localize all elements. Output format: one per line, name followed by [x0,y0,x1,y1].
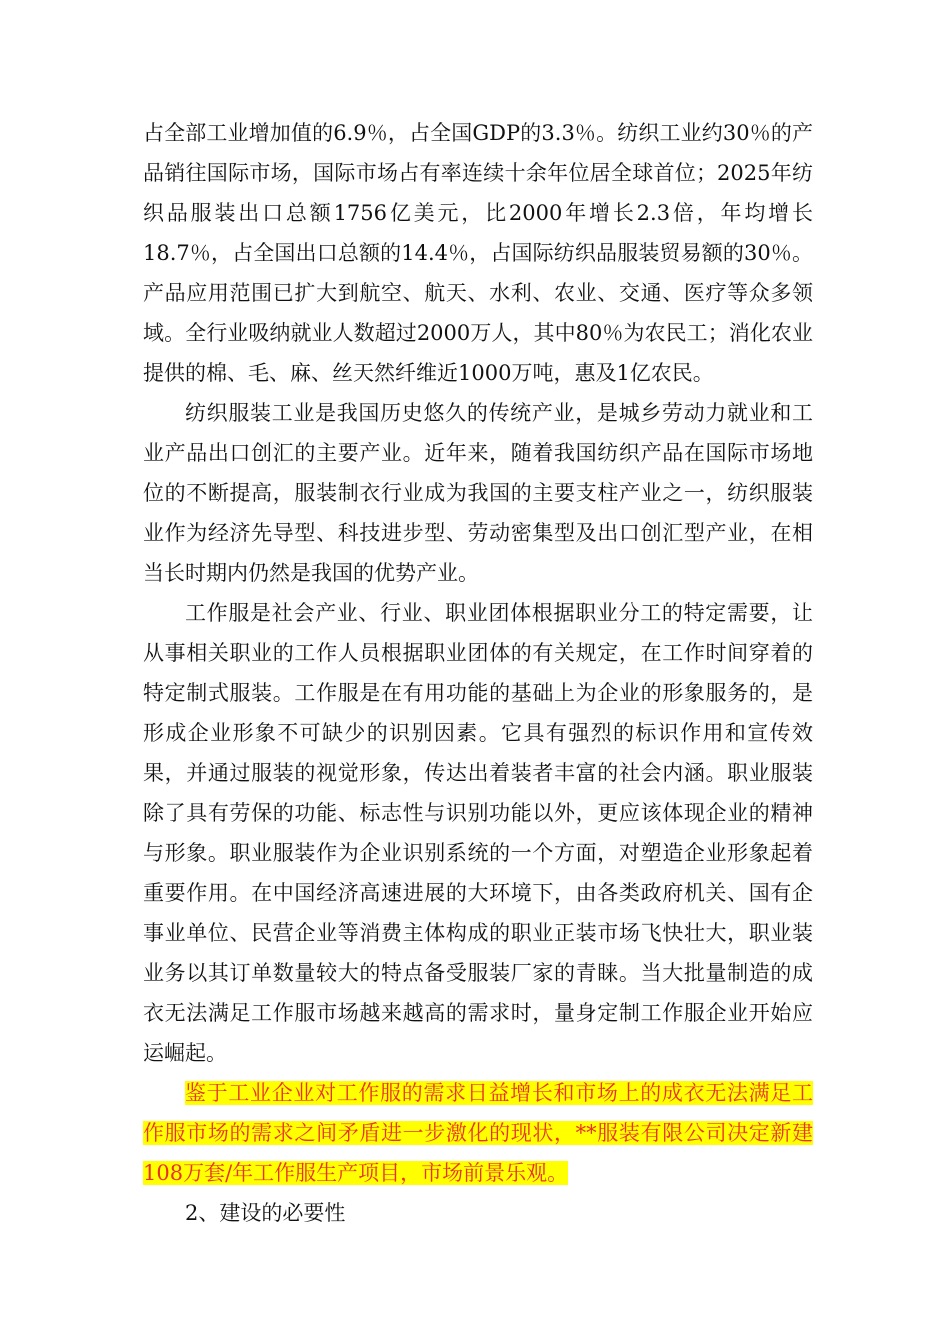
highlighted-paragraph [143,1073,813,1193]
paragraph-workwear-definition: 工作服是社会产业、行业、职业团体根据职业分工的特定需要，让从事相关职业的工作人员根据职业团体的有关规定，在工作时间穿着的特定制式服装。工作服是在有用功能的基础上为企业的形象服务的，是形成企业形象不可缺少的识别因素。它具有强烈的标识作用和宣传效果，并通过服装的视觉形象，传达出着装者丰富的社会内涵。职业服装除了具有劳保的功能、标志性与识别功能以外，更应该体现企业的精神与形象。职业服装作为企业识别系统的一个方面，对塑造企业形象起着重要作用。在中国经济高速进展的大环境下，由各类政府机关、国有企事业单位、民营企业等消费主体构成的职业正装市场飞快壮大，职业装业务以其订单数量较大的特点备受服装厂家的青睐。当大批量制造的成衣无法满足工作服市场越来越高的需求时，量身定制工作服企业开始应运崛起。 [143,601,813,1065]
section-heading: 2、建设的必要性 [185,1201,346,1225]
document-page [143,113,813,1233]
highlighted-text: 鉴于工业企业对工作服的需求日益增长和市场上的成衣无法满足工作服市场的需求之间矛盾进一步激化的现状，**服装有限公司决定新建108万套/年工作服生产项目，市场前景乐观。 [143,1081,813,1185]
paragraph-industry-stats: 占全部工业增加值的6.9％，占全国GDP的3.3％。纺织工业约30％的产品销往国际市场，国际市场占有率连续十余年位居全球首位；2025年纺织品服装出口总额1756亿美元，比2000年增长2.3倍，年均增长18.7％，占全国出口总额的14.4％，占国际纺织品服装贸易额的30％。产品应用范围已扩大到航空、航天、水利、农业、交通、医疗等众多领域。全行业吸纳就业人数超过2000万人，其中80％为农民工；消化农业提供的棉、毛、麻、丝天然纤维近1000万吨，惠及1亿农民。 [143,121,813,385]
paragraph-textile-industry: 纺织服装工业是我国历史悠久的传统产业，是城乡劳动力就业和工业产品出口创汇的主要产业。近年来，随着我国纺织产品在国际市场地位的不断提高，服装制衣行业成为我国的主要支柱产业之一，纺织服装业作为经济先导型、科技进步型、劳动密集型及出口创汇型产业，在相当长时期内仍然是我国的优势产业。 [143,401,813,585]
